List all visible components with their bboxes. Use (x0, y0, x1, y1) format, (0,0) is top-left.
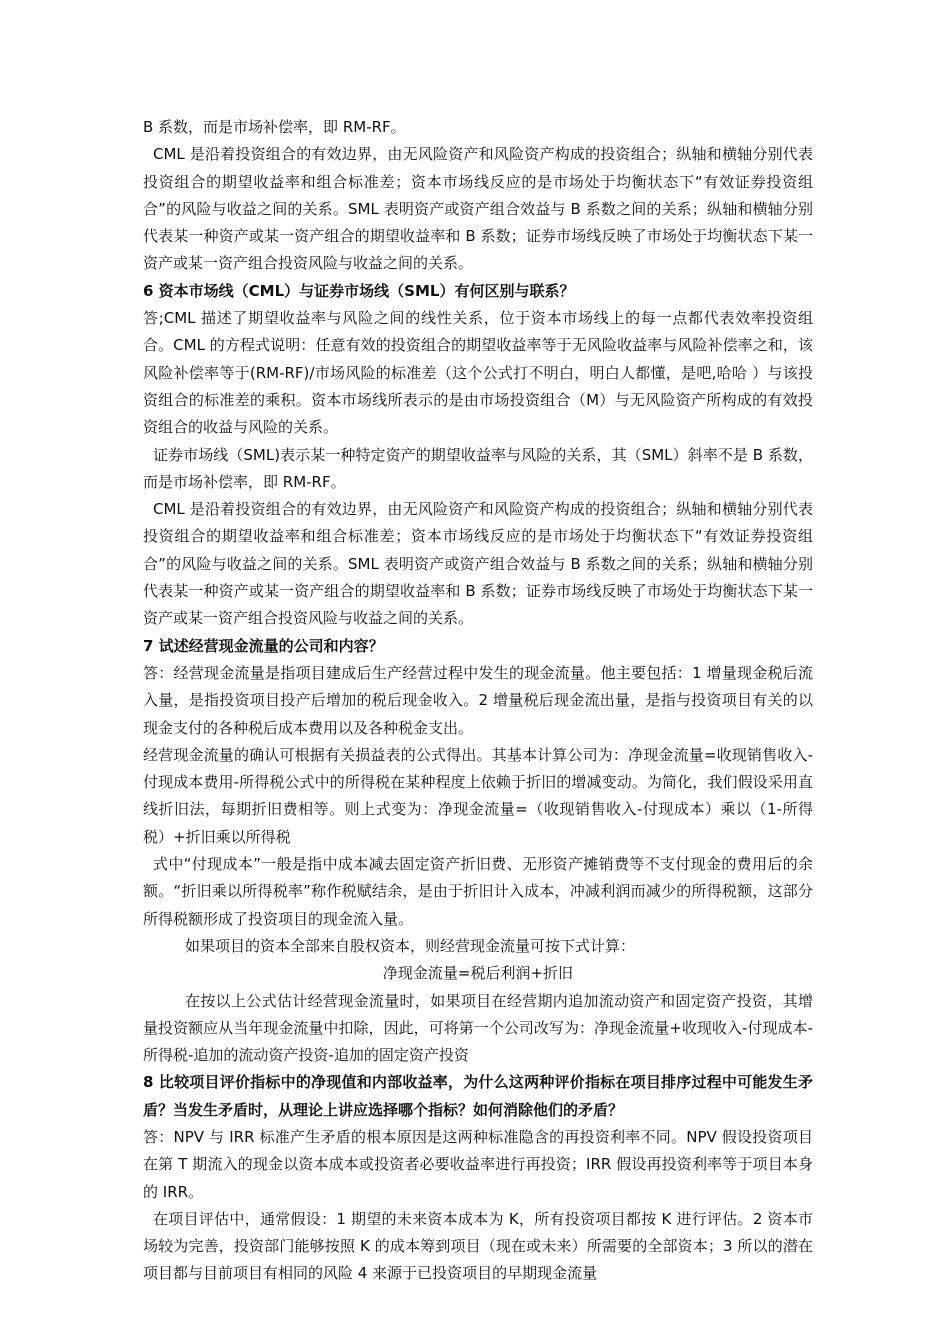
answer-6-sml: 证券市场线（SML)表示某一种特定资产的期望收益率与风险的关系，其（SML）斜率不是 B 系数，而是市场补偿率，即 RM-RF。 (143, 445, 813, 491)
paragraph-cml-sml-comparison: CML 是沿着投资组合的有效边界，由无风险资产和风险资产构成的投资组合；纵轴和横轴分别代表投资组合的期望收益率和组合标准差；资本市场线反应的是市场处于均衡状态下“有效证券投资组合”的风险与收益之间的关系。SML 表明资产或资产组合效益与 B 系数之间的关系；纵轴和横轴分别代表某一种资产或某一资产组合的期望收益率和 B 系数；证券市场线反映了市场处于均衡状态下某一资产或某一资产组合投资风险与收益之间的关系。 (143, 145, 813, 273)
paragraph-sml-slope: B 系数，而是市场补偿率，即 RM-RF。 (143, 118, 406, 136)
answer-6-comparison: CML 是沿着投资组合的有效边界，由无风险资产和风险资产构成的投资组合；纵轴和横轴分别代表投资组合的期望收益率和组合标准差；资本市场线反应的是市场处于均衡状态下“有效证券投资组合”的风险与收益之间的关系。SML 表明资产或资产组合效益与 B 系数之间的关系；纵轴和横轴分别代表某一种资产或某一资产组合的期望收益率和 B 系数；证券市场线反映了市场处于均衡状态下某一资产或某一资产组合投资风险与收益之间的关系。 (143, 500, 813, 628)
question-8-heading: 8 比较项目评价指标中的净现值和内部收益率，为什么这两种评价指标在项目排序过程中可能发生矛盾？当发生矛盾时，从理论上讲应选择哪个指标？如何消除他们的矛盾？ (143, 1073, 813, 1119)
answer-7-cost-note: 式中“付现成本”一般是指中成本减去固定资产折旧费、无形资产摊销费等不支付现金的费用后的余额。“折旧乘以所得税率”称作税赋结余，是由于折旧计入成本，冲减利润而减少的所得税额，这部分所得税额形成了投资项目的现金流入量。 (143, 855, 813, 928)
answer-7-formula: 经营现金流量的确认可根据有关损益表的公式得出。其基本计算公司为：净现金流量=收现销售收入-付现成本费用-所得税公式中的所得税在某种程度上依赖于折旧的增减变动。为简化，我们假设采用直线折旧法，每期折旧费相等。则上式变为：净现金流量=（收现销售收入-付现成本）乘以（1-所得税）+折旧乘以所得税 (143, 745, 813, 846)
answer-7-equity-formula: 净现金流量=税后利润+折旧 (382, 964, 574, 983)
answer-6-cml: 答;CML 描述了期望收益率与风险之间的线性关系，位于资本市场线上的每一点都代表效率投资组合。CML 的方程式说明：任意有效的投资组合的期望收益率等于无风险收益率与风险补偿率之和，该风险补偿率等于(RM-RF)/市场风险的标准差（这个公式打不明白，明白人都懂，是吧,哈哈 ）与该投资组合的标准差的乘积。资本市场线所表示的是由市场投资组合（M）与无风险资产所构成的有效投资组合的收益与风险的关系。 (143, 309, 813, 437)
answer-8-npv-irr: 答：NPV 与 IRR 标准产生矛盾的根本原因是这两种标准隐含的再投资利率不同。NPV 假设投资项目在第 T 期流入的现金以资本成本或投资者必要收益率进行再投资；IRR 假设再投资利率等于项目本身的 IRR。 (143, 1127, 813, 1201)
question-7-heading: 7 试述经营现金流量的公司和内容？ (143, 636, 384, 655)
document-page (143, 114, 813, 1288)
answer-7-definition: 答：经营现金流量是指项目建成后生产经营过程中发生的现金流量。他主要包括：1 增量现金税后流入量，是指投资项目投产后增加的税后现金收入。2 增量税后现金流出量，是指与投资项目有关的以现金支付的各种税后成本费用以及各种税金支出。 (143, 663, 813, 737)
answer-8-assumptions: 在项目评估中，通常假设：1 期望的未来资本成本为 K，所有投资项目都按 K 进行评估。2 资本市场较为完善，投资部门能够按照 K 的成本筹到项目（现在或未来）所需要的全部资本；3 所以的潜在项目都与目前项目有相同的风险 4 来源于已投资项目的早期现金流量 (143, 1209, 813, 1283)
answer-7-additional-investment: 在按以上公式估计经营现金流量时，如果项目在经营期内追加流动资产和固定资产投资，其增量投资额应从当年现金流量中扣除，因此，可将第一个公司改写为：净现金流量+收现收入-付现成本-所得税-追加的流动资产投资-追加的固定资产投资 (143, 991, 813, 1065)
question-6-heading: 6 资本市场线（CML）与证券市场线（SML）有何区别与联系？ (143, 281, 575, 300)
answer-7-equity-intro: 如果项目的资本全部来自股权资本，则经营现金流量可按下式计算： (185, 936, 636, 955)
